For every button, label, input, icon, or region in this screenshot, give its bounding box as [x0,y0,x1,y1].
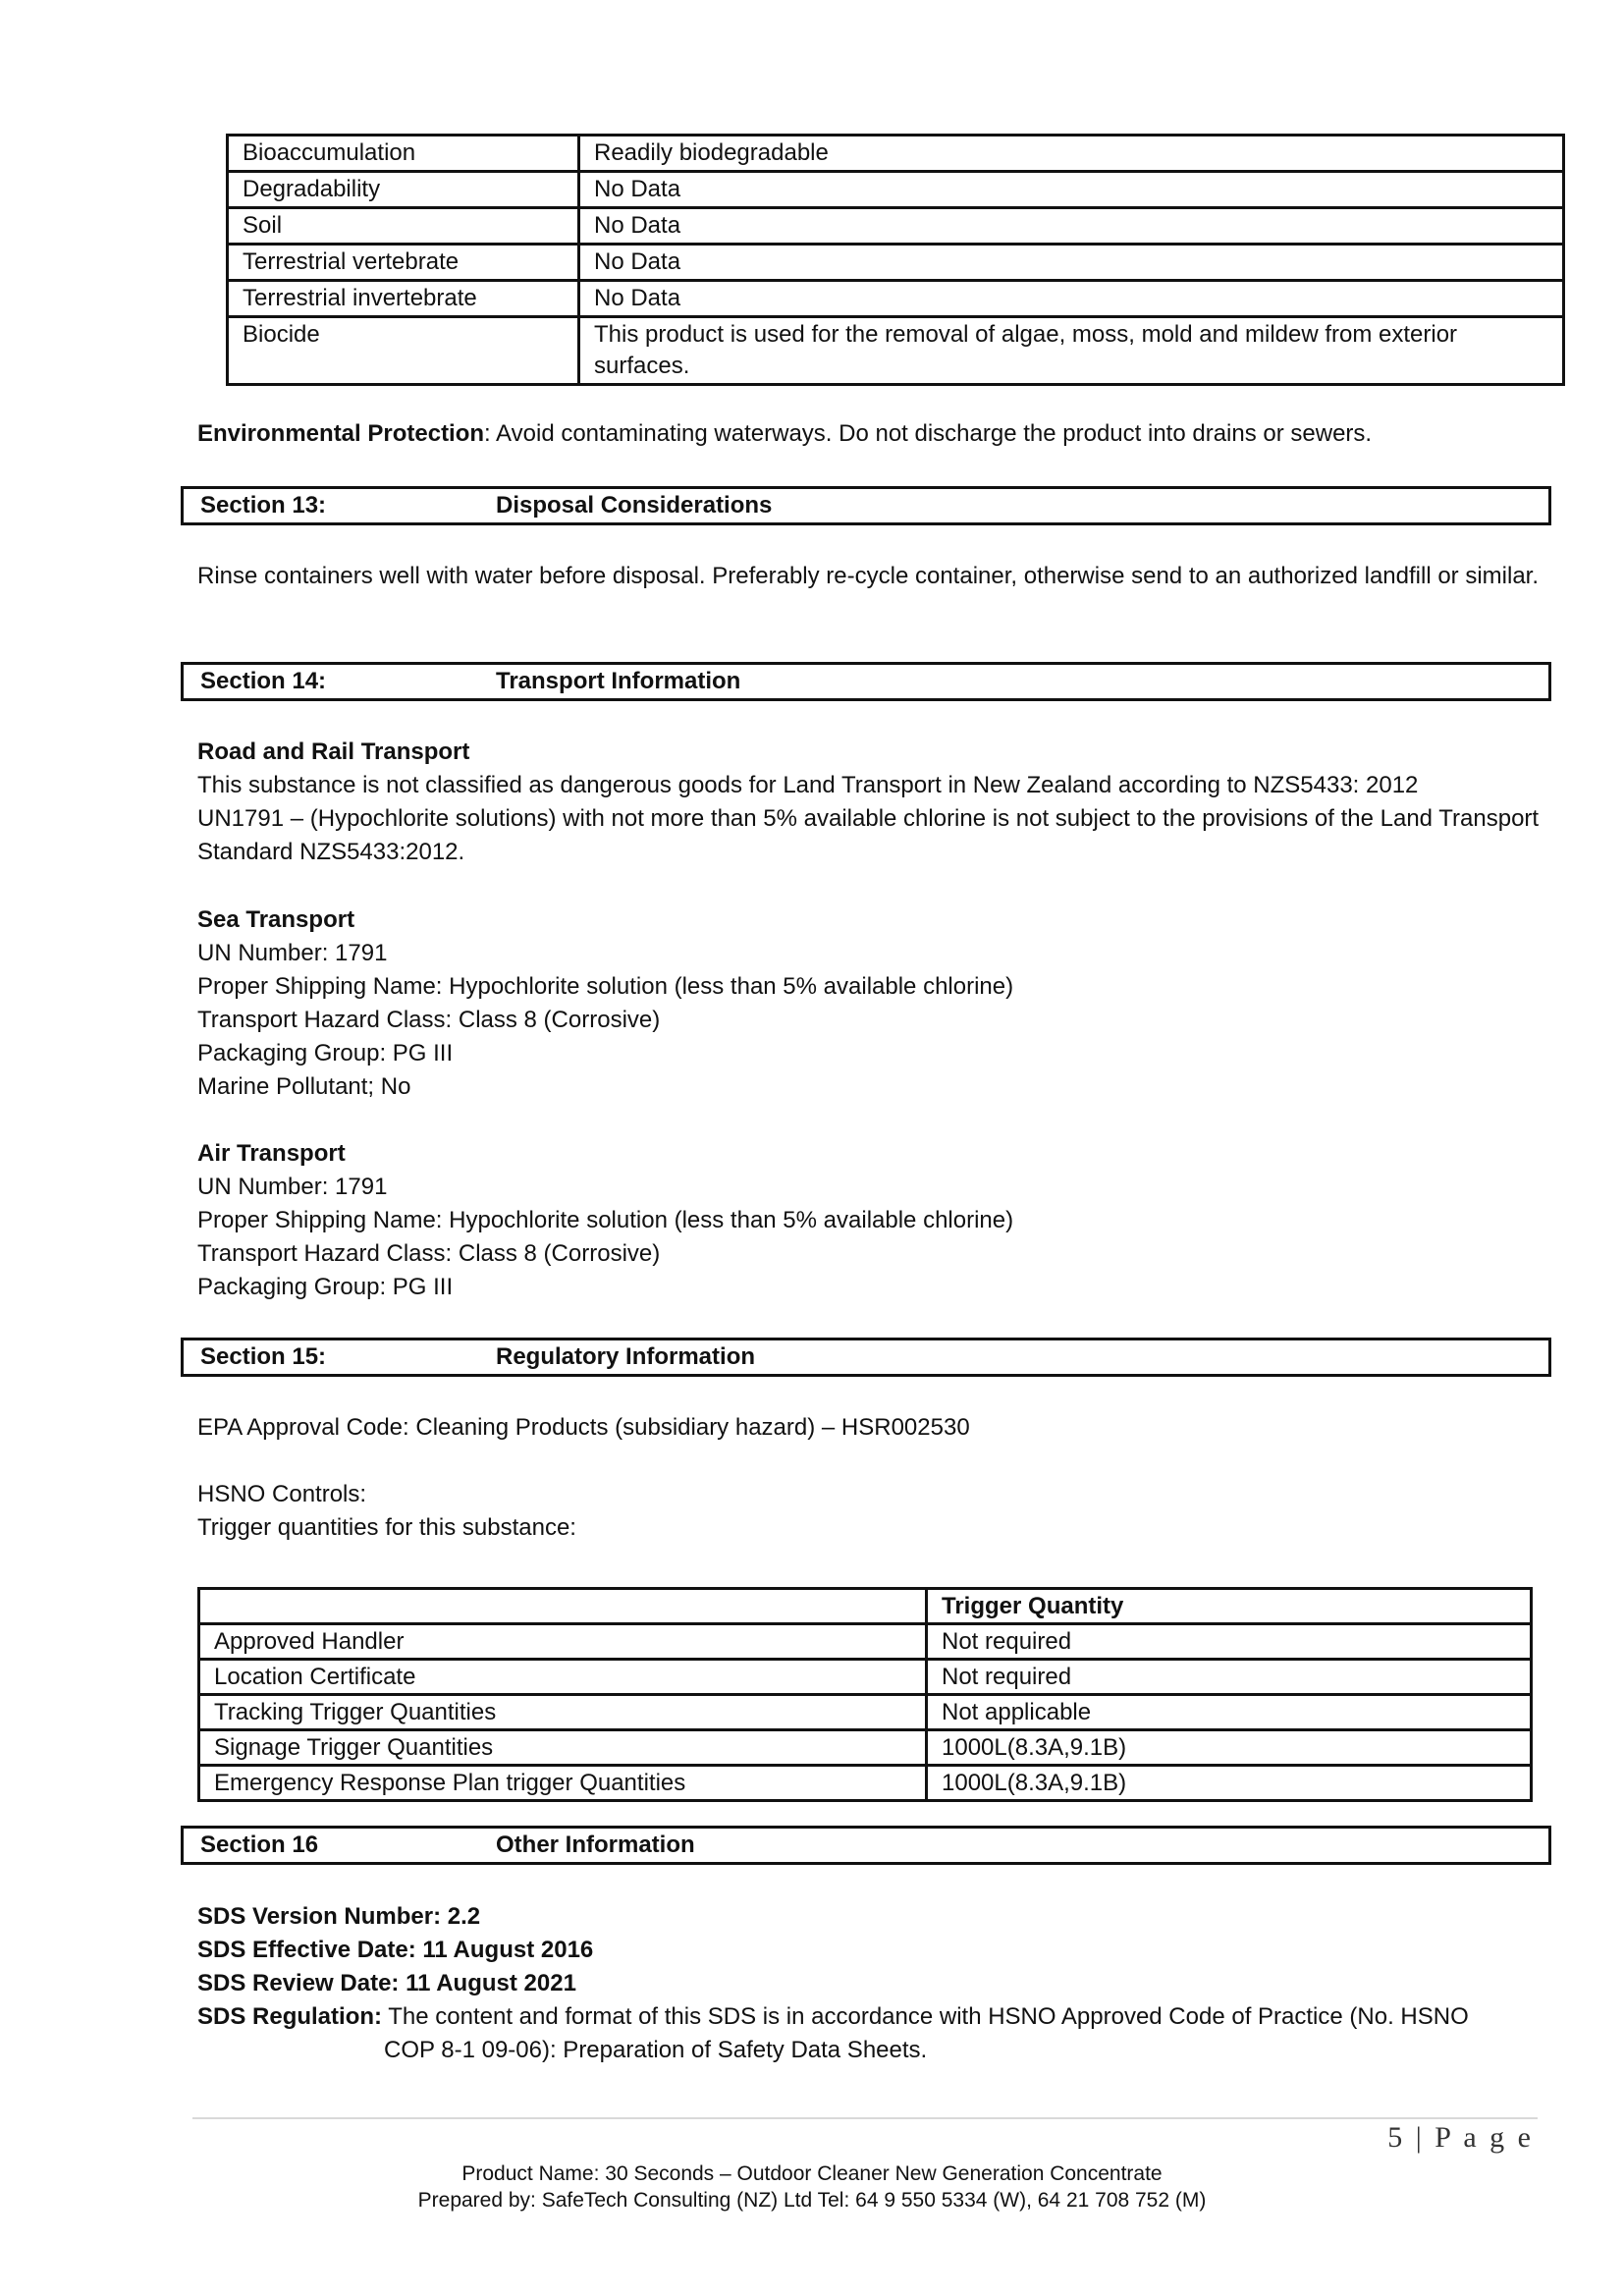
section-number: Section 13: [200,492,327,519]
eco-label: Biocide [228,317,579,385]
section-number: Section 15: [200,1343,327,1370]
sds-regulation-text: COP 8-1 09-06): Preparation of Safety Data Sheets. [384,2037,928,2063]
eco-label: Terrestrial vertebrate [228,245,579,281]
trigger-label: Approved Handler [199,1624,927,1660]
disposal-text: Rinse containers well with water before disposal. Preferably re-cycle container, otherwise send to an authorized landfill or similar. [197,563,1539,589]
hsno-controls: HSNO Controls: [197,1481,367,1507]
trigger-label: Tracking Trigger Quantities [199,1695,927,1730]
trigger-value: Not required [927,1660,1532,1695]
eco-value: No Data [579,208,1564,245]
sds-review-date: SDS Review Date: 11 August 2021 [197,1970,576,1996]
env-protection-label: Environmental Protection [197,420,485,447]
trigger-value: 1000L(8.3A,9.1B) [927,1730,1532,1766]
trigger-label: Signage Trigger Quantities [199,1730,927,1766]
section-13-header [181,486,1551,525]
footer-divider [192,2117,1538,2119]
sea-transport-line: Marine Pollutant; No [197,1073,411,1100]
trigger-label: Location Certificate [199,1660,927,1695]
eco-label: Terrestrial invertebrate [228,281,579,317]
footer-product-name: Product Name: 30 Seconds – Outdoor Cleaner New Generation Concentrate [461,2162,1163,2185]
eco-value: Readily biodegradable [579,136,1564,172]
sea-transport-line: Proper Shipping Name: Hypochlorite solution (less than 5% available chlorine) [197,973,1014,1000]
table-row [228,172,1564,208]
trigger-intro: Trigger quantities for this substance: [197,1514,576,1541]
page-number: 5 | P a g e [1387,2121,1534,2154]
eco-value: No Data [579,172,1564,208]
ecological-info-table [226,134,1565,386]
table-row [199,1695,1532,1730]
table-row [228,317,1564,385]
section-title: Disposal Considerations [496,492,773,519]
section-title: Other Information [496,1831,695,1858]
eco-label: Bioaccumulation [228,136,579,172]
table-row [228,208,1564,245]
sea-transport-title: Sea Transport [197,906,355,933]
environmental-protection [197,417,1552,451]
air-transport-line: Packaging Group: PG III [197,1274,454,1300]
sds-effective-date: SDS Effective Date: 11 August 2016 [197,1937,594,1963]
sds-version: SDS Version Number: 2.2 [197,1903,481,1930]
table-row [199,1660,1532,1695]
table-row [199,1624,1532,1660]
eco-value: No Data [579,245,1564,281]
section-15-header [181,1338,1551,1377]
env-protection-text: : Avoid contaminating waterways. Do not discharge the product into drains or sewers. [484,420,1373,447]
trigger-value: Not required [927,1624,1532,1660]
table-row [199,1730,1532,1766]
table-header-row [199,1589,1532,1624]
road-transport-text: This substance is not classified as dangerous goods for Land Transport in New Zealand according to NZS5433: 2012 [197,772,1419,798]
sds-regulation-text: The content and format of this SDS is in accordance with HSNO Approved Code of Practice (No. HSNO [388,2003,1469,2030]
section-title: Regulatory Information [496,1343,756,1370]
section-16-header [181,1826,1551,1865]
sea-transport-line: Packaging Group: PG III [197,1040,454,1066]
air-transport-line: UN Number: 1791 [197,1174,388,1200]
table-row [228,136,1564,172]
epa-approval-code: EPA Approval Code: Cleaning Products (subsidiary hazard) – HSR002530 [197,1414,970,1441]
eco-value: No Data [579,281,1564,317]
sea-transport-line: UN Number: 1791 [197,940,388,966]
trigger-value: Not applicable [927,1695,1532,1730]
air-transport-line: Transport Hazard Class: Class 8 (Corrosive) [197,1240,661,1267]
sea-transport-line: Transport Hazard Class: Class 8 (Corrosive) [197,1007,661,1033]
section-number: Section 14: [200,668,327,694]
eco-value: This product is used for the removal of algae, moss, mold and mildew from exterior surfaces. [579,317,1564,385]
trigger-value: 1000L(8.3A,9.1B) [927,1766,1532,1801]
trigger-quantity-table [197,1587,1533,1802]
footer-prepared-by: Prepared by: SafeTech Consulting (NZ) Ltd Tel: 64 9 550 5334 (W), 64 21 708 752 (M) [417,2189,1207,2212]
table-row [228,281,1564,317]
table-row [228,245,1564,281]
road-transport-title: Road and Rail Transport [197,738,470,765]
section-number: Section 16 [200,1831,319,1858]
eco-label: Degradability [228,172,579,208]
sds-regulation-label: SDS Regulation: [197,2003,383,2030]
header-blank-cell [199,1589,927,1624]
road-transport-text: UN1791 – (Hypochlorite solutions) with not more than 5% available chlorine is not subject to the provisions of the Land Transport Standard NZS5433:2012. [197,805,1540,865]
air-transport-line: Proper Shipping Name: Hypochlorite solution (less than 5% available chlorine) [197,1207,1014,1233]
table-row [199,1766,1532,1801]
section-title: Transport Information [496,668,741,694]
air-transport-title: Air Transport [197,1140,346,1167]
eco-label: Soil [228,208,579,245]
trigger-quantity-header: Trigger Quantity [927,1589,1532,1624]
trigger-label: Emergency Response Plan trigger Quantities [199,1766,927,1801]
section-14-header [181,662,1551,701]
